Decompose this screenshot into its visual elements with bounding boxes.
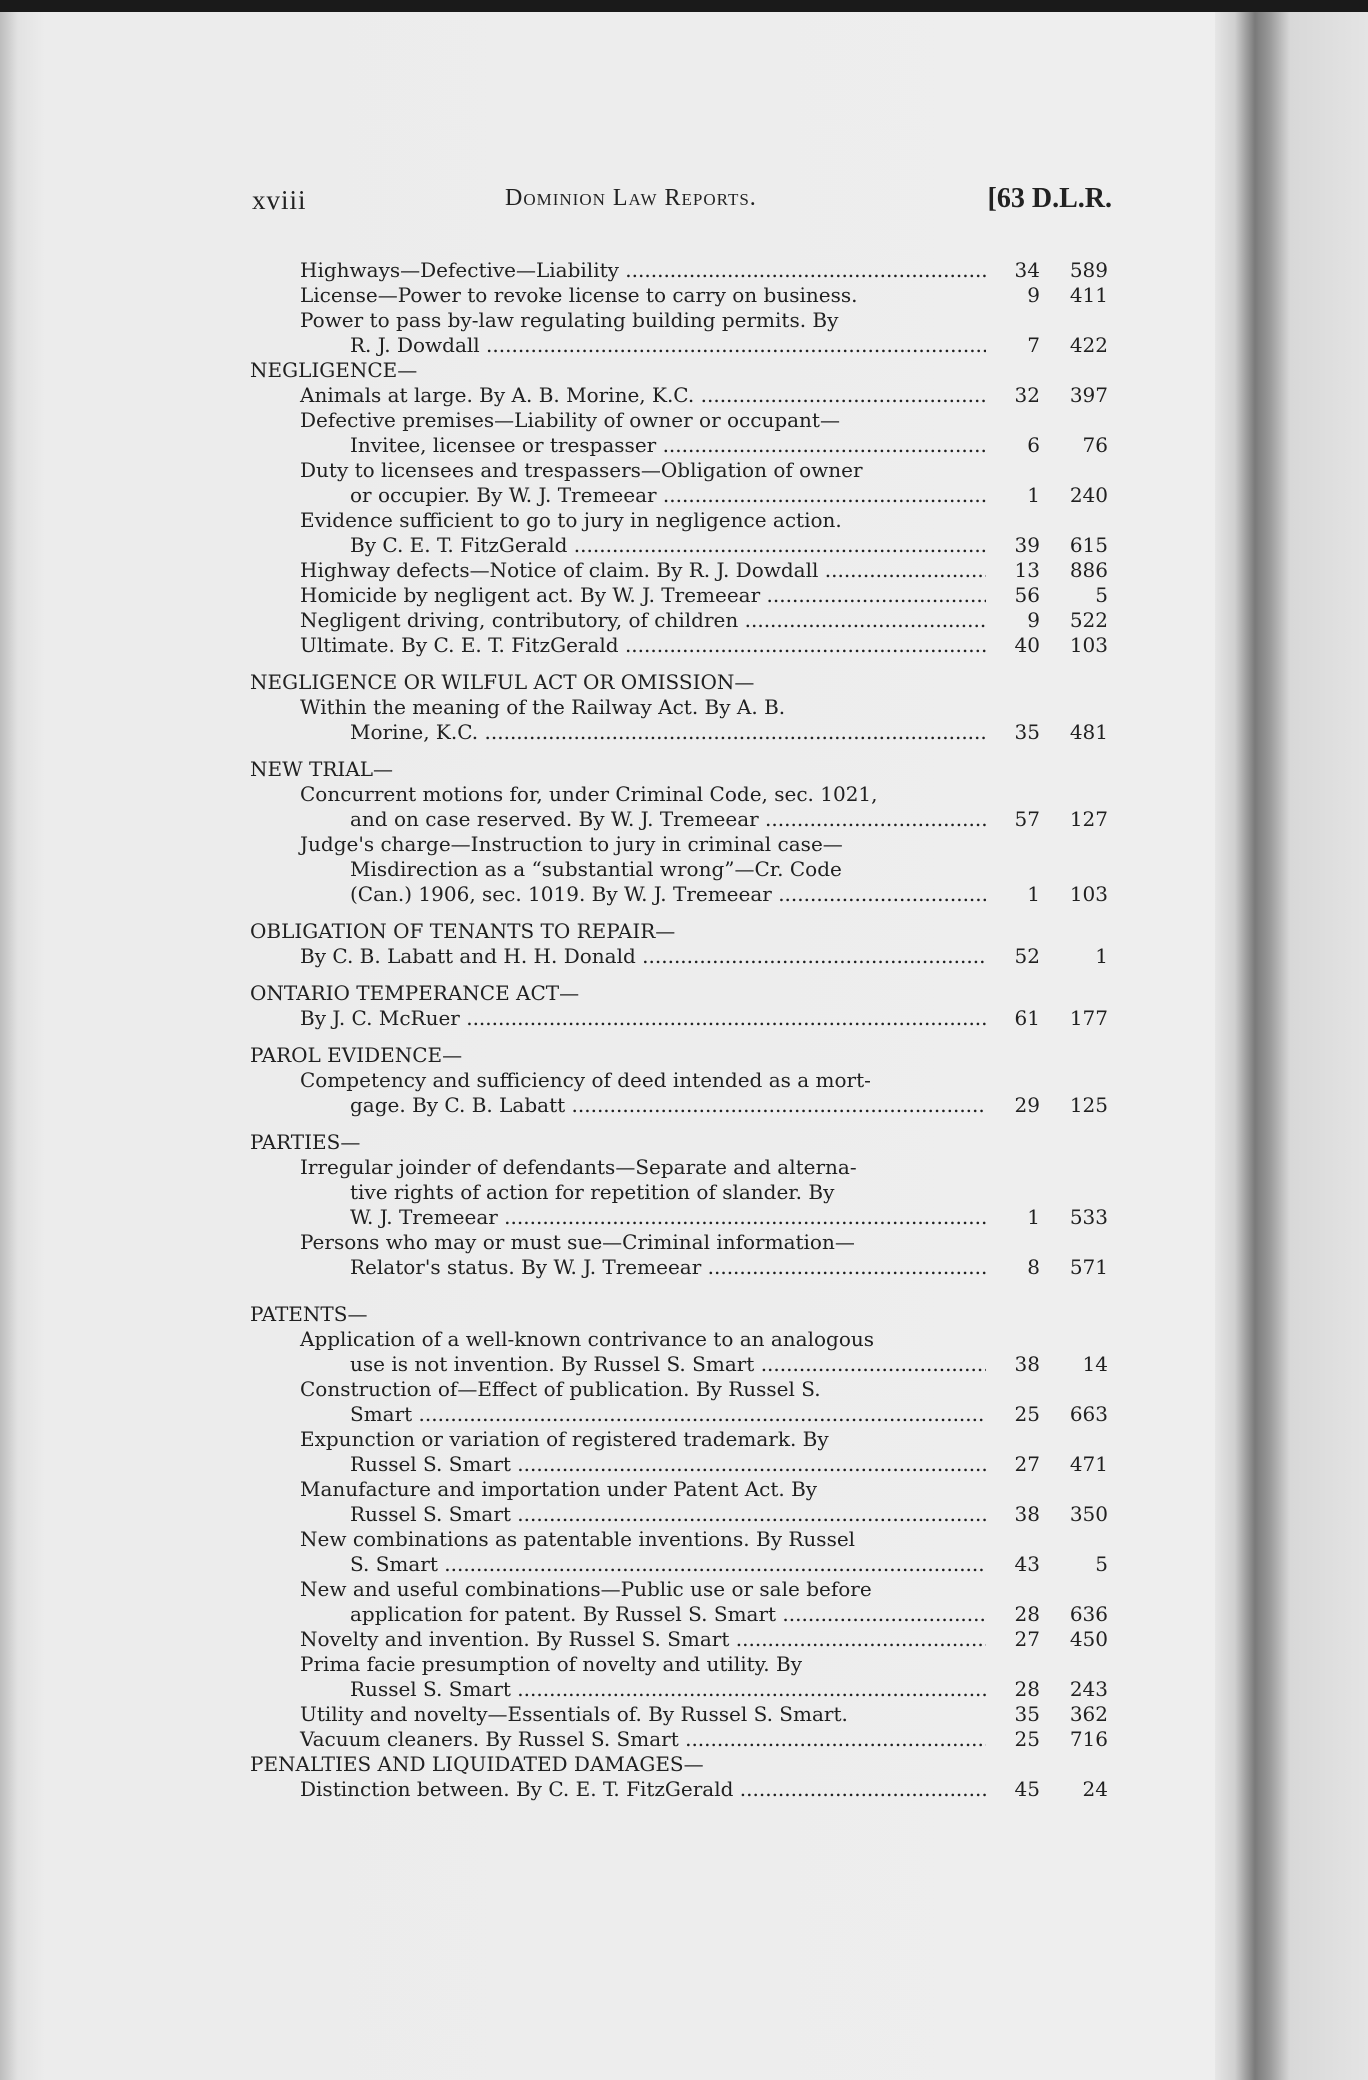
volume-number: 25 [1014, 1402, 1040, 1426]
page-reference: 125 [1069, 1093, 1108, 1117]
entry-text: S. Smart ..... [250, 1552, 986, 1577]
page-reference: 1 [1095, 944, 1108, 968]
page-reference: 615 [1069, 533, 1108, 557]
volume-number: 57 [1014, 807, 1040, 831]
page-reference: 76 [1082, 433, 1108, 457]
index-entry [250, 1427, 1120, 1477]
page-reference: 716 [1069, 1727, 1108, 1751]
index-entry [250, 408, 1120, 458]
volume-number: 35 [1014, 720, 1040, 744]
entry-text: use is not invention. By Russel S. Smart ..... [250, 1352, 986, 1377]
volume-number: 1 [1027, 483, 1040, 507]
entry-text: R. J. Dowdall ..... [250, 333, 986, 358]
entry-text: New and useful combinations—Public use or sale before [300, 1577, 872, 1601]
index-entry [250, 944, 1120, 969]
heading-text: PATENTS— [250, 1302, 368, 1326]
entry-text: Utility and novelty—Essentials of. By Russel S. Smart. [300, 1702, 848, 1726]
entry-text: Construction of—Effect of publication. By Russel S. [300, 1377, 821, 1401]
volume-number: 9 [1027, 608, 1040, 632]
page-reference: 886 [1069, 558, 1108, 582]
index-entry [250, 308, 1120, 358]
entry-text: (Can.) 1906, sec. 1019. By W. J. Tremeear ..... [250, 882, 986, 907]
page-reference: 522 [1069, 608, 1108, 632]
index-heading [250, 1302, 1120, 1327]
index-entry [250, 383, 1120, 408]
entry-text: Novelty and invention. By Russel S. Smart ..... [250, 1627, 986, 1652]
index-entry [250, 1068, 1120, 1118]
entry-text: Competency and sufficiency of deed intended as a mort- [300, 1068, 871, 1092]
volume-number: 45 [1014, 1777, 1040, 1801]
entry-text: Animals at large. By A. B. Morine, K.C. ..... [250, 383, 986, 408]
index-heading [250, 981, 1120, 1006]
volume-number: 6 [1027, 433, 1040, 457]
entry-text: Negligent driving, contributory, of children ..... [250, 608, 986, 633]
volume-number: 38 [1014, 1502, 1040, 1526]
page-reference: 350 [1069, 1502, 1108, 1526]
volume-number: 7 [1027, 333, 1040, 357]
page-reference: 397 [1069, 383, 1108, 407]
page-reference: 422 [1069, 333, 1108, 357]
entry-text: Power to pass by-law regulating building permits. By [300, 308, 839, 332]
volume-number: 32 [1014, 383, 1040, 407]
index-entry [250, 1627, 1120, 1652]
entry-text: By J. C. McRuer ..... [250, 1006, 986, 1031]
page-reference: 103 [1069, 882, 1108, 906]
entry-text: Smart ..... [250, 1402, 986, 1427]
index-entry [250, 633, 1120, 658]
page-reference: 450 [1069, 1627, 1108, 1651]
index-heading [250, 358, 1120, 383]
index-content [250, 258, 1120, 1802]
page-reference: 103 [1069, 633, 1108, 657]
index-entry [250, 608, 1120, 633]
entry-text: and on case reserved. By W. J. Tremeear ..... [250, 807, 986, 832]
index-entry [250, 508, 1120, 558]
entry-text: application for patent. By Russel S. Smart ..... [250, 1602, 986, 1627]
index-entry [250, 583, 1120, 608]
page-reference: 571 [1069, 1255, 1108, 1279]
entry-text: Ultimate. By C. E. T. FitzGerald ..... [250, 633, 986, 658]
page-reference: 533 [1069, 1205, 1108, 1229]
volume-number: 27 [1014, 1627, 1040, 1651]
index-entry [250, 458, 1120, 508]
page-reference: 471 [1069, 1452, 1108, 1476]
volume-reference: [63 D.L.R. [987, 183, 1112, 214]
volume-number: 35 [1014, 1702, 1040, 1726]
entry-text: W. J. Tremeear ..... [250, 1205, 986, 1230]
page-reference: 362 [1069, 1702, 1108, 1726]
entry-text: Invitee, licensee or trespasser ..... [250, 433, 986, 458]
volume-number: 56 [1014, 583, 1040, 607]
volume-number: 13 [1014, 558, 1040, 582]
entry-text: Homicide by negligent act. By W. J. Tremeear ..... [250, 583, 986, 608]
index-entry [250, 258, 1120, 283]
index-entry [250, 1652, 1120, 1702]
entry-text: License—Power to revoke license to carry on business. [300, 283, 858, 307]
index-entry [250, 695, 1120, 745]
volume-number: 8 [1027, 1255, 1040, 1279]
heading-text: NEW TRIAL— [250, 757, 394, 781]
entry-text: Distinction between. By C. E. T. FitzGerald ..... [250, 1777, 986, 1802]
index-heading [250, 1043, 1120, 1068]
entry-text: Evidence sufficient to go to jury in negligence action. [300, 508, 842, 532]
index-entry [250, 1230, 1120, 1280]
volume-number: 52 [1014, 944, 1040, 968]
page-reference: 481 [1069, 720, 1108, 744]
index-entry [250, 1477, 1120, 1527]
entry-text: Concurrent motions for, under Criminal Code, sec. 1021, [300, 782, 878, 806]
page-reference: 14 [1082, 1352, 1108, 1376]
page-reference: 5 [1095, 1552, 1108, 1576]
volume-number: 40 [1014, 633, 1040, 657]
index-entry [250, 1327, 1120, 1377]
running-header [252, 185, 1112, 225]
volume-number: 34 [1014, 258, 1040, 282]
index-entry [250, 1727, 1120, 1752]
volume-number: 28 [1014, 1602, 1040, 1626]
index-entry [250, 1527, 1120, 1577]
volume-number: 1 [1027, 882, 1040, 906]
index-entry [250, 832, 1120, 907]
volume-number: 38 [1014, 1352, 1040, 1376]
entry-text: Persons who may or must sue—Criminal information— [300, 1230, 855, 1254]
entry-text: or occupier. By W. J. Tremeear ..... [250, 483, 986, 508]
index-entry [250, 558, 1120, 583]
index-entry [250, 782, 1120, 832]
entry-text: Relator's status. By W. J. Tremeear ..... [250, 1255, 986, 1280]
index-entry [250, 1577, 1120, 1627]
volume-number: 61 [1014, 1006, 1040, 1030]
entry-text: Within the meaning of the Railway Act. By A. B. [300, 695, 786, 719]
heading-text: ONTARIO TEMPERANCE ACT— [250, 981, 580, 1005]
entry-text: Russel S. Smart ..... [250, 1502, 986, 1527]
heading-text: NEGLIGENCE— [250, 358, 418, 382]
entry-text: gage. By C. B. Labatt ..... [250, 1093, 986, 1118]
index-entry [250, 1702, 1120, 1727]
page-reference: 127 [1069, 807, 1108, 831]
page-reference: 177 [1069, 1006, 1108, 1030]
scan-edge [0, 0, 1368, 12]
index-heading [250, 919, 1120, 944]
index-heading [250, 670, 1120, 695]
entry-text: Russel S. Smart ..... [250, 1677, 986, 1702]
entry-text: Defective premises—Liability of owner or occupant— [300, 408, 840, 432]
index-entry [250, 1155, 1120, 1230]
volume-number: 25 [1014, 1727, 1040, 1751]
entry-text: Expunction or variation of registered trademark. By [300, 1427, 829, 1451]
page-reference: 5 [1095, 583, 1108, 607]
entry-text: Russel S. Smart ..... [250, 1452, 986, 1477]
heading-text: OBLIGATION OF TENANTS TO REPAIR— [250, 919, 676, 943]
volume-number: 28 [1014, 1677, 1040, 1701]
index-heading [250, 1752, 1120, 1777]
running-title: Dominion Law Reports. [505, 185, 757, 211]
entry-text: Highways—Defective—Liability ..... [250, 258, 986, 283]
entry-text: New combinations as patentable inventions. By Russel [300, 1527, 856, 1551]
index-entry [250, 1377, 1120, 1427]
page-reference: 663 [1069, 1402, 1108, 1426]
index-heading [250, 757, 1120, 782]
page-reference: 240 [1069, 483, 1108, 507]
entry-text: Highway defects—Notice of claim. By R. J. Dowdall ..... [250, 558, 986, 583]
entry-text: By C. B. Labatt and H. H. Donald ..... [250, 944, 986, 969]
index-entry [250, 1006, 1120, 1031]
entry-text: Duty to licensees and trespassers—Obligation of owner [300, 458, 863, 482]
volume-number: 1 [1027, 1205, 1040, 1229]
heading-text: PARTIES— [250, 1130, 361, 1154]
index-entry [250, 1777, 1120, 1802]
volume-number: 27 [1014, 1452, 1040, 1476]
entry-text: Prima facie presumption of novelty and utility. By [300, 1652, 803, 1676]
page-reference: 24 [1082, 1777, 1108, 1801]
volume-number: 9 [1027, 283, 1040, 307]
page-reference: 636 [1069, 1602, 1108, 1626]
volume-number: 43 [1014, 1552, 1040, 1576]
entry-text: Morine, K.C. ..... [250, 720, 986, 745]
page-reference: 243 [1069, 1677, 1108, 1701]
index-entry [250, 283, 1120, 308]
page-reference: 589 [1069, 258, 1108, 282]
volume-number: 39 [1014, 533, 1040, 557]
entry-text: Misdirection as a “substantial wrong”—Cr. Code [350, 857, 842, 881]
index-heading [250, 1130, 1120, 1155]
entry-text: Application of a well-known contrivance to an analogous [300, 1327, 875, 1351]
volume-number: 29 [1014, 1093, 1040, 1117]
heading-text: PAROL EVIDENCE— [250, 1043, 463, 1067]
book-gutter [1215, 0, 1368, 2080]
entry-text: Vacuum cleaners. By Russel S. Smart ..... [250, 1727, 986, 1752]
entry-text: By C. E. T. FitzGerald ..... [250, 533, 986, 558]
heading-text: NEGLIGENCE OR WILFUL ACT OR OMISSION— [250, 670, 755, 694]
entry-text: Manufacture and importation under Patent Act. By [300, 1477, 818, 1501]
page-number: xviii [252, 185, 307, 215]
heading-text: PENALTIES AND LIQUIDATED DAMAGES— [250, 1752, 704, 1776]
entry-text: tive rights of action for repetition of slander. By [350, 1180, 835, 1204]
page-reference: 411 [1069, 283, 1108, 307]
entry-text: Irregular joinder of defendants—Separate and alterna- [300, 1155, 857, 1179]
entry-text: Judge's charge—Instruction to jury in criminal case— [300, 832, 843, 856]
